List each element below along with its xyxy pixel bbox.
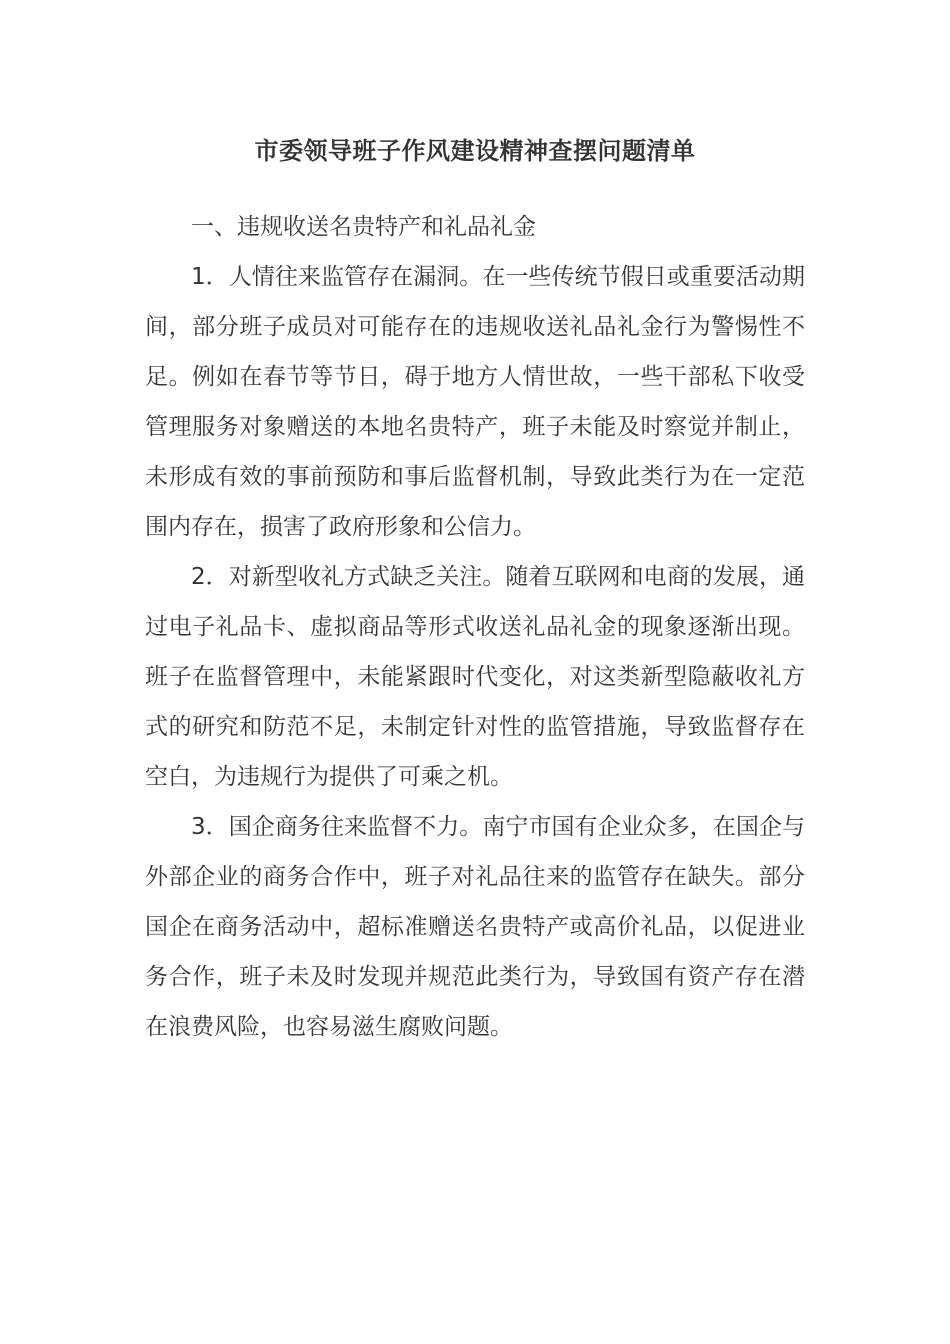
document-title: 市委领导班子作风建设精神查摆问题清单 xyxy=(254,137,696,165)
document-page xyxy=(145,128,805,1052)
section-heading: 一、违规收送名贵特产和礼品礼金 xyxy=(191,214,536,240)
paragraph-3: 3．国企商务往来监督不力。南宁市国有企业众多，在国企与外部企业的商务合作中，班子对礼品往来的监管存在缺失。部分国企在商务活动中，超标准赠送名贵特产或高价礼品，以促进业务合作，班子未及时发现并规范此类行为，导致国有资产存在潜在浪费风险，也容易滋生腐败问题。 xyxy=(145,814,805,1040)
paragraph-2: 2．对新型收礼方式缺乏关注。随着互联网和电商的发展，通过电子礼品卡、虚拟商品等形式收送礼品礼金的现象逐渐出现。班子在监督管理中，未能紧跟时代变化，对这类新型隐蔽收礼方式的研究和防范不足，未制定针对性的监管措施，导致监督存在空白，为违规行为提供了可乘之机。 xyxy=(145,564,805,790)
section-1 xyxy=(145,202,805,1052)
paragraph-1: 1．人情往来监管存在漏洞。在一些传统节假日或重要活动期间，部分班子成员对可能存在的违规收送礼品礼金行为警惕性不足。例如在春节等节日，碍于地方人情世故，一些干部私下收受管理服务对象赠送的本地名贵特产，班子未能及时察觉并制止，未形成有效的事前预防和事后监督机制，导致此类行为在一定范围内存在，损害了政府形象和公信力。 xyxy=(145,264,805,540)
